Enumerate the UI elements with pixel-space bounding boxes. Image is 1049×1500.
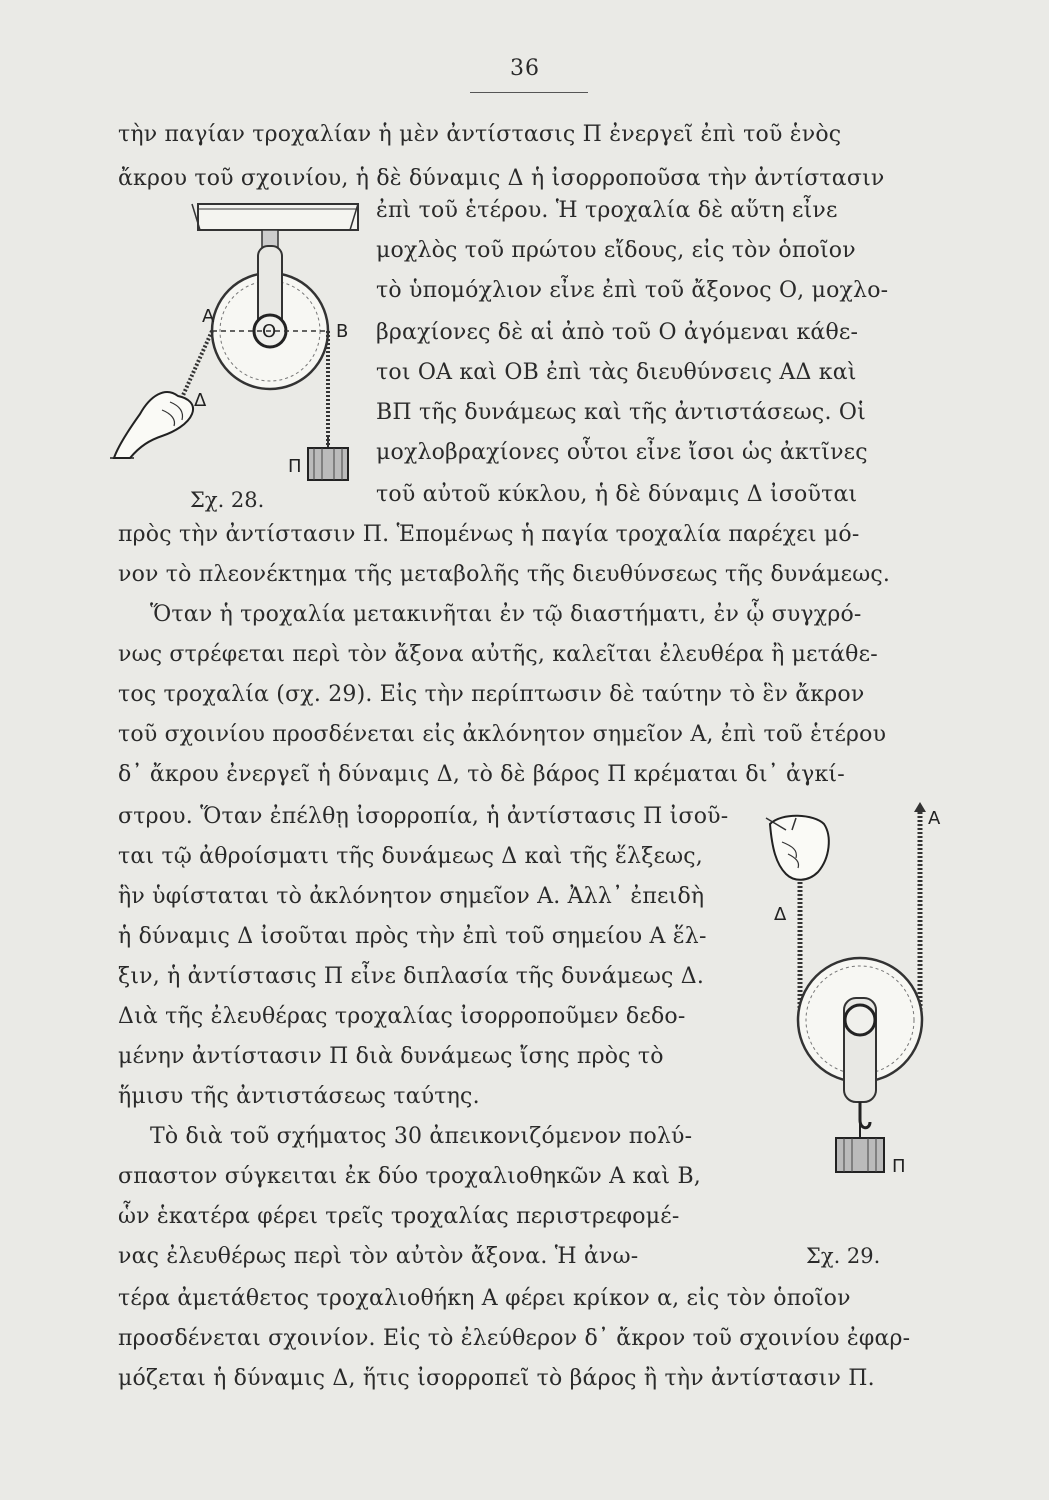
text-line: μένην ἀντίστασιν Π διὰ δυνάμεως ἴσης πρὸς τὸ bbox=[118, 1044, 664, 1069]
text-line: σπαστον σύγκειται ἐκ δύο τροχαλιοθηκῶν Α καὶ Β, bbox=[118, 1164, 702, 1189]
text-line: πρὸς τὴν ἀντίστασιν Π. Ἑπομένως ἡ παγία τροχαλία παρέχει μό- bbox=[118, 522, 860, 547]
text-line: ἡ δύναμις Δ ἰσοῦται πρὸς τὴν ἐπὶ τοῦ σημείου Α ἕλ- bbox=[118, 924, 707, 949]
label-d: Δ bbox=[194, 390, 207, 411]
text-line: μοχλὸς τοῦ πρώτου εἴδους, εἰς τὸν ὁποῖον bbox=[376, 238, 856, 263]
text-line: νον τὸ πλεονέκτημα τῆς μεταβολῆς τῆς διευθύνσεως τῆς δυνάμεως. bbox=[118, 562, 891, 587]
label-o: O bbox=[262, 321, 277, 342]
text-line: νας ἐλευθέρως περὶ τὸν αὐτὸν ἄξονα. Ἡ ἀνω- bbox=[118, 1244, 639, 1269]
text-line: Διὰ τῆς ἐλευθέρας τροχαλίας ἰσορροποῦμεν δεδο- bbox=[118, 1004, 686, 1029]
label-d: Δ bbox=[774, 904, 787, 925]
figure-29-caption: Σχ. 29. bbox=[806, 1244, 881, 1268]
text-line: τοῦ σχοινίου προσδένεται εἰς ἀκλόνητον σημεῖον Α, ἐπὶ τοῦ ἑτέρου bbox=[118, 722, 887, 747]
text-line: ἥμισυ τῆς ἀντιστάσεως ταύτης. bbox=[118, 1084, 480, 1109]
text-line: βραχίονες δὲ αἱ ἀπὸ τοῦ Ο ἀγόμεναι κάθε- bbox=[376, 320, 859, 345]
figure-28-caption: Σχ. 28. bbox=[190, 488, 265, 512]
text-line: στρου. Ὅταν ἐπέλθῃ ἰσορροπία, ἡ ἀντίστασις Π ἰσοῦ- bbox=[118, 804, 729, 829]
text-line: Ὅταν ἡ τροχαλία μετακινῆται ἐν τῷ διαστήματι, ἐν ᾧ συγχρό- bbox=[150, 602, 862, 627]
label-a: A bbox=[202, 306, 215, 327]
text-line: τος τροχαλία (σχ. 29). Εἰς τὴν περίπτωσιν δὲ ταύτην τὸ ἓν ἄκρον bbox=[118, 682, 865, 707]
text-line: τὸ ὑπομόχλιον εἶνε ἐπὶ τοῦ ἄξονος Ο, μοχλο- bbox=[376, 278, 889, 303]
label-b: B bbox=[336, 321, 349, 342]
label-p: Π bbox=[892, 1156, 906, 1177]
text-line: νως στρέφεται περὶ τὸν ἄξονα αὐτῆς, καλεῖται ἐλευθέρα ἢ μετάθε- bbox=[118, 642, 878, 667]
text-line: ἄκρου τοῦ σχοινίου, ἡ δὲ δύναμις Δ ἡ ἰσορροποῦσα τὴν ἀντίστασιν bbox=[118, 166, 885, 191]
figure-29-movable-pulley bbox=[752, 798, 952, 1198]
text-line: τοῦ αὐτοῦ κύκλου, ἡ δὲ δύναμις Δ ἰσοῦται bbox=[376, 482, 858, 507]
text-line: τέρα ἀμετάθετος τροχαλιοθήκη Α φέρει κρίκον α, εἰς τὸν ὁποῖον bbox=[118, 1286, 851, 1311]
text-line: Τὸ διὰ τοῦ σχήματος 30 ἀπεικονιζόμενον πολύ- bbox=[150, 1124, 693, 1149]
text-line: ἣν ὑφίσταται τὸ ἀκλόνητον σημεῖον Α. Ἀλλ᾽ ἐπειδὴ bbox=[118, 884, 705, 909]
text-line: ται τῷ ἀθροίσματι τῆς δυνάμεως Δ καὶ τῆς ἕλξεως, bbox=[118, 844, 703, 869]
text-line: δ᾽ ἄκρου ἐνεργεῖ ἡ δύναμις Δ, τὸ δὲ βάρος Π κρέμαται δι᾽ ἀγκί- bbox=[118, 762, 845, 787]
figure-28-fixed-pulley bbox=[110, 196, 370, 486]
text-line: μοχλοβραχίονες οὗτοι εἶνε ἴσοι ὡς ἀκτῖνες bbox=[376, 440, 868, 465]
text-line: προσδένεται σχοινίον. Εἰς τὸ ἐλεύθερον δ᾽ ἄκρον τοῦ σχοινίου ἐφαρ- bbox=[118, 1326, 911, 1351]
text-line: ὧν ἑκατέρα φέρει τρεῖς τροχαλίας περιστρεφομέ- bbox=[118, 1204, 680, 1229]
text-line: ΒΠ τῆς δυνάμεως καὶ τῆς ἀντιστάσεως. Οἱ bbox=[376, 400, 866, 425]
page-number: 36 bbox=[510, 56, 540, 81]
text-line: τοι ΟΑ καὶ ΟΒ ἐπὶ τὰς διευθύνσεις ΑΔ καὶ bbox=[376, 360, 857, 385]
label-p: Π bbox=[288, 456, 302, 477]
text-line: ἐπὶ τοῦ ἑτέρου. Ἡ τροχαλία δὲ αὕτη εἶνε bbox=[376, 198, 838, 223]
label-a: A bbox=[928, 808, 941, 829]
text-line: μόζεται ἡ δύναμις Δ, ἥτις ἰσορροπεῖ τὸ βάρος ἢ τὴν ἀντίστασιν Π. bbox=[118, 1366, 875, 1391]
text-line: τὴν παγίαν τροχαλίαν ἡ μὲν ἀντίστασις Π ἐνεργεῖ ἐπὶ τοῦ ἑνὸς bbox=[118, 122, 842, 147]
header-rule bbox=[470, 92, 588, 93]
text-line: ξιν, ἡ ἀντίστασις Π εἶνε διπλασία τῆς δυνάμεως Δ. bbox=[118, 964, 705, 989]
